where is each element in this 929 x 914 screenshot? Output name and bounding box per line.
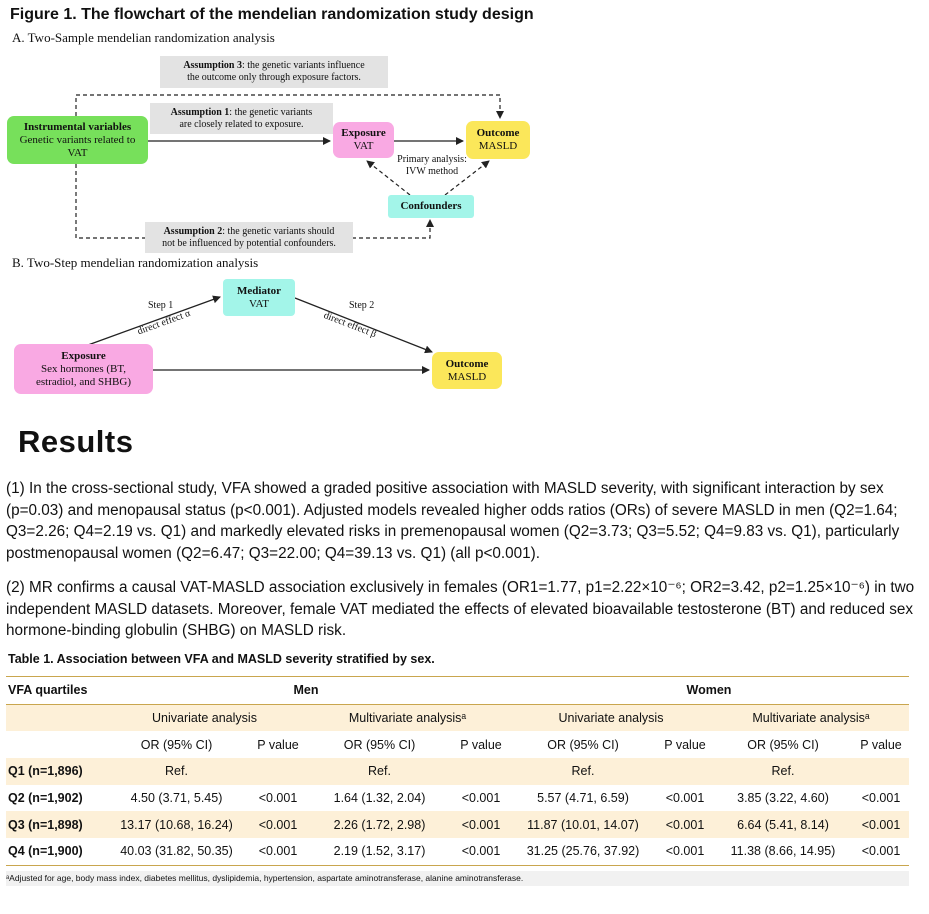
confounders-box — [388, 195, 474, 218]
table-cell: 6.64 (5.41, 8.14) — [713, 811, 853, 838]
step1-label: Step 1 — [148, 300, 174, 311]
iv-line2: VAT — [67, 146, 88, 159]
header-vfa-quartiles: VFA quartiles — [6, 677, 103, 705]
table-cell: 40.03 (31.82, 50.35) — [103, 838, 250, 865]
table-cell: 2.26 (1.72, 2.98) — [306, 811, 453, 838]
column-header: P value — [664, 737, 706, 752]
table-cell: Ref. — [713, 758, 853, 785]
table-cell: <0.001 — [861, 791, 901, 806]
table-cell: <0.001 — [657, 811, 713, 838]
results-heading: Results — [18, 424, 134, 459]
table-cell: Ref. — [306, 758, 453, 785]
results-paragraph-1: (1) In the cross-sectional study, VFA showed a graded positive association with MASLD severity, with significant interaction by sex (p=0.03) and menopausal status (p<0.001). Adjusted models revealed higher odds ratios (ORs) of severe MASLD in men (Q2=1.64; Q3=2.26; Q4=2.19 vs. Q1) and markedly elevated risks in premenopausal women (Q2=3.73; Q3=5.52; Q4=9.83 vs. Q1), particularly postmenopausal women (Q2=6.47; Q3=22.00; Q4=39.13 vs. Q1) (all p<0.001). — [6, 480, 900, 562]
step2-effect-label: direct effect β — [322, 310, 378, 341]
table-cell: 2.19 (1.52, 3.17) — [306, 838, 453, 865]
assumption3-note — [160, 56, 388, 88]
assumption3-label: Assumption 3 — [183, 60, 242, 71]
analysis-blank — [6, 704, 103, 731]
column-header: P value — [257, 737, 299, 752]
exposure-b-line2: estradiol, and SHBG) — [35, 375, 131, 388]
exposure-a-line1: VAT — [353, 140, 374, 152]
table-cell: <0.001 — [657, 838, 713, 865]
table-row — [6, 811, 909, 838]
outcome-masld-box — [466, 121, 530, 159]
exposure-vat-box — [333, 122, 394, 158]
table-cell: 5.57 (4.71, 6.59) — [537, 791, 629, 806]
assumption3-text2: the outcome only through exposure factors. — [187, 72, 361, 83]
row-label: Q2 (n=1,902) — [8, 791, 83, 806]
mediator-vat-box — [223, 279, 295, 316]
table-cell: 1.64 (1.32, 2.04) — [333, 791, 426, 806]
table-analysis-row — [6, 704, 909, 731]
table-cell: <0.001 — [853, 811, 909, 838]
column-header: OR (95% CI) — [747, 737, 819, 752]
table-cell: 3.85 (3.22, 4.60) — [737, 791, 829, 806]
table-cell: 4.50 (3.71, 5.45) — [130, 791, 223, 806]
table-cell: <0.001 — [453, 811, 509, 838]
assumption2-text2: not be influenced by potential confounders. — [162, 237, 336, 249]
mediator-title: Mediator — [237, 284, 281, 297]
outcome-a-title: Outcome — [476, 127, 520, 139]
table-cell — [657, 758, 713, 785]
column-header: P value — [460, 737, 502, 752]
table-cell: <0.001 — [853, 838, 909, 865]
table-cell: 13.17 (10.68, 16.24) — [103, 811, 250, 838]
outcome-masld-b-box — [432, 352, 502, 389]
outcome-b-title: Outcome — [445, 357, 489, 370]
primary-analysis-label — [394, 154, 470, 178]
header-men: Men — [103, 677, 509, 705]
table-cell — [853, 758, 909, 785]
table-cell: <0.001 — [453, 838, 509, 865]
table-row — [6, 758, 909, 785]
column-blank — [6, 731, 103, 758]
women-univariate: Univariate analysis — [509, 704, 713, 731]
iv-title: Instrumental variables — [23, 120, 132, 133]
table-cell: <0.001 — [258, 791, 298, 806]
table-cell: <0.001 — [665, 791, 705, 806]
table-cell: 11.38 (8.66, 14.95) — [713, 838, 853, 865]
step1-effect-label: direct effect α — [136, 307, 192, 338]
primary-analysis-line1: Primary analysis: — [397, 154, 467, 165]
instrumental-variables-box — [7, 116, 148, 164]
row-label: Q1 (n=1,896) — [6, 758, 103, 785]
assumption1-note — [150, 103, 333, 134]
assumption2-label: Assumption 2 — [163, 225, 223, 237]
association-table — [6, 676, 909, 866]
table-footnote: ᵃAdjusted for age, body mass index, diabetes mellitus, dyslipidemia, hypertension, aspartate aminotransferase, alanine aminotransferase. — [6, 871, 909, 886]
results-paragraph-2: (2) MR confirms a causal VAT-MASLD association exclusively in females (OR1=1.77, p1=2.22×10⁻⁶; OR2=3.42, p2=1.25×10⁻⁶) in two independent MASLD datasets. Moreover, female VAT mediated the effects of elevated bioavailable testosterone (BT) and reduced sex hormone-binding globulin (SHBG) on MASLD risk. — [6, 579, 915, 639]
panel-a-title: A. Two-Sample mendelian randomization analysis — [12, 30, 275, 45]
exposure-b-line1: Sex hormones (BT, — [40, 362, 127, 375]
assumption1-text1: : the genetic variants — [229, 106, 313, 118]
confounders-title: Confounders — [400, 200, 462, 212]
table-cell — [250, 758, 306, 785]
table-cell: <0.001 — [250, 811, 306, 838]
assumption2-text1: : the genetic variants should — [222, 225, 335, 237]
table-title: Table 1. Association between VFA and MASLD severity stratified by sex. — [8, 652, 435, 666]
exposure-b-title: Exposure — [61, 349, 106, 362]
row-label: Q3 (n=1,898) — [6, 811, 103, 838]
table-row — [6, 838, 909, 865]
assumption1-text2: are closely related to exposure. — [179, 118, 304, 130]
table-cell: 11.87 (10.01, 14.07) — [509, 811, 657, 838]
mediator-line1: VAT — [249, 297, 269, 310]
table-column-row — [6, 731, 909, 758]
assumption3-text1: : the genetic variants influence — [241, 60, 365, 71]
women-multivariate: Multivariate analysisᵃ — [713, 704, 909, 731]
table-row — [6, 785, 909, 812]
outcome-b-line1: MASLD — [447, 370, 487, 383]
assumption2-note — [145, 222, 353, 253]
table-cell: <0.001 — [250, 838, 306, 865]
table-header-row — [6, 677, 909, 705]
iv-line1: Genetic variants related to — [19, 133, 136, 146]
men-multivariate: Multivariate analysisᵃ — [306, 704, 509, 731]
column-header: OR (95% CI) — [343, 737, 416, 752]
table-cell: 31.25 (25.76, 37.92) — [509, 838, 657, 865]
table-cell: <0.001 — [461, 791, 501, 806]
step2-label: Step 2 — [349, 300, 375, 311]
table-cell: Ref. — [103, 758, 250, 785]
figure-title: Figure 1. The flowchart of the mendelian randomization study design — [10, 6, 534, 23]
primary-analysis-line2: IVW method — [405, 166, 459, 177]
column-header: OR (95% CI) — [547, 737, 619, 752]
column-header: P value — [860, 737, 902, 752]
row-label: Q4 (n=1,900) — [6, 838, 103, 865]
table-cell: Ref. — [509, 758, 657, 785]
outcome-a-line1: MASLD — [478, 140, 518, 152]
exposure-sex-hormones-box — [14, 344, 153, 394]
table-cell — [453, 758, 509, 785]
exposure-a-title: Exposure — [341, 127, 386, 139]
column-header: OR (95% CI) — [140, 737, 213, 752]
header-women: Women — [509, 677, 909, 705]
panel-b-title: B. Two-Step mendelian randomization analysis — [12, 255, 259, 270]
assumption1-label: Assumption 1 — [170, 106, 230, 118]
men-univariate: Univariate analysis — [103, 704, 306, 731]
